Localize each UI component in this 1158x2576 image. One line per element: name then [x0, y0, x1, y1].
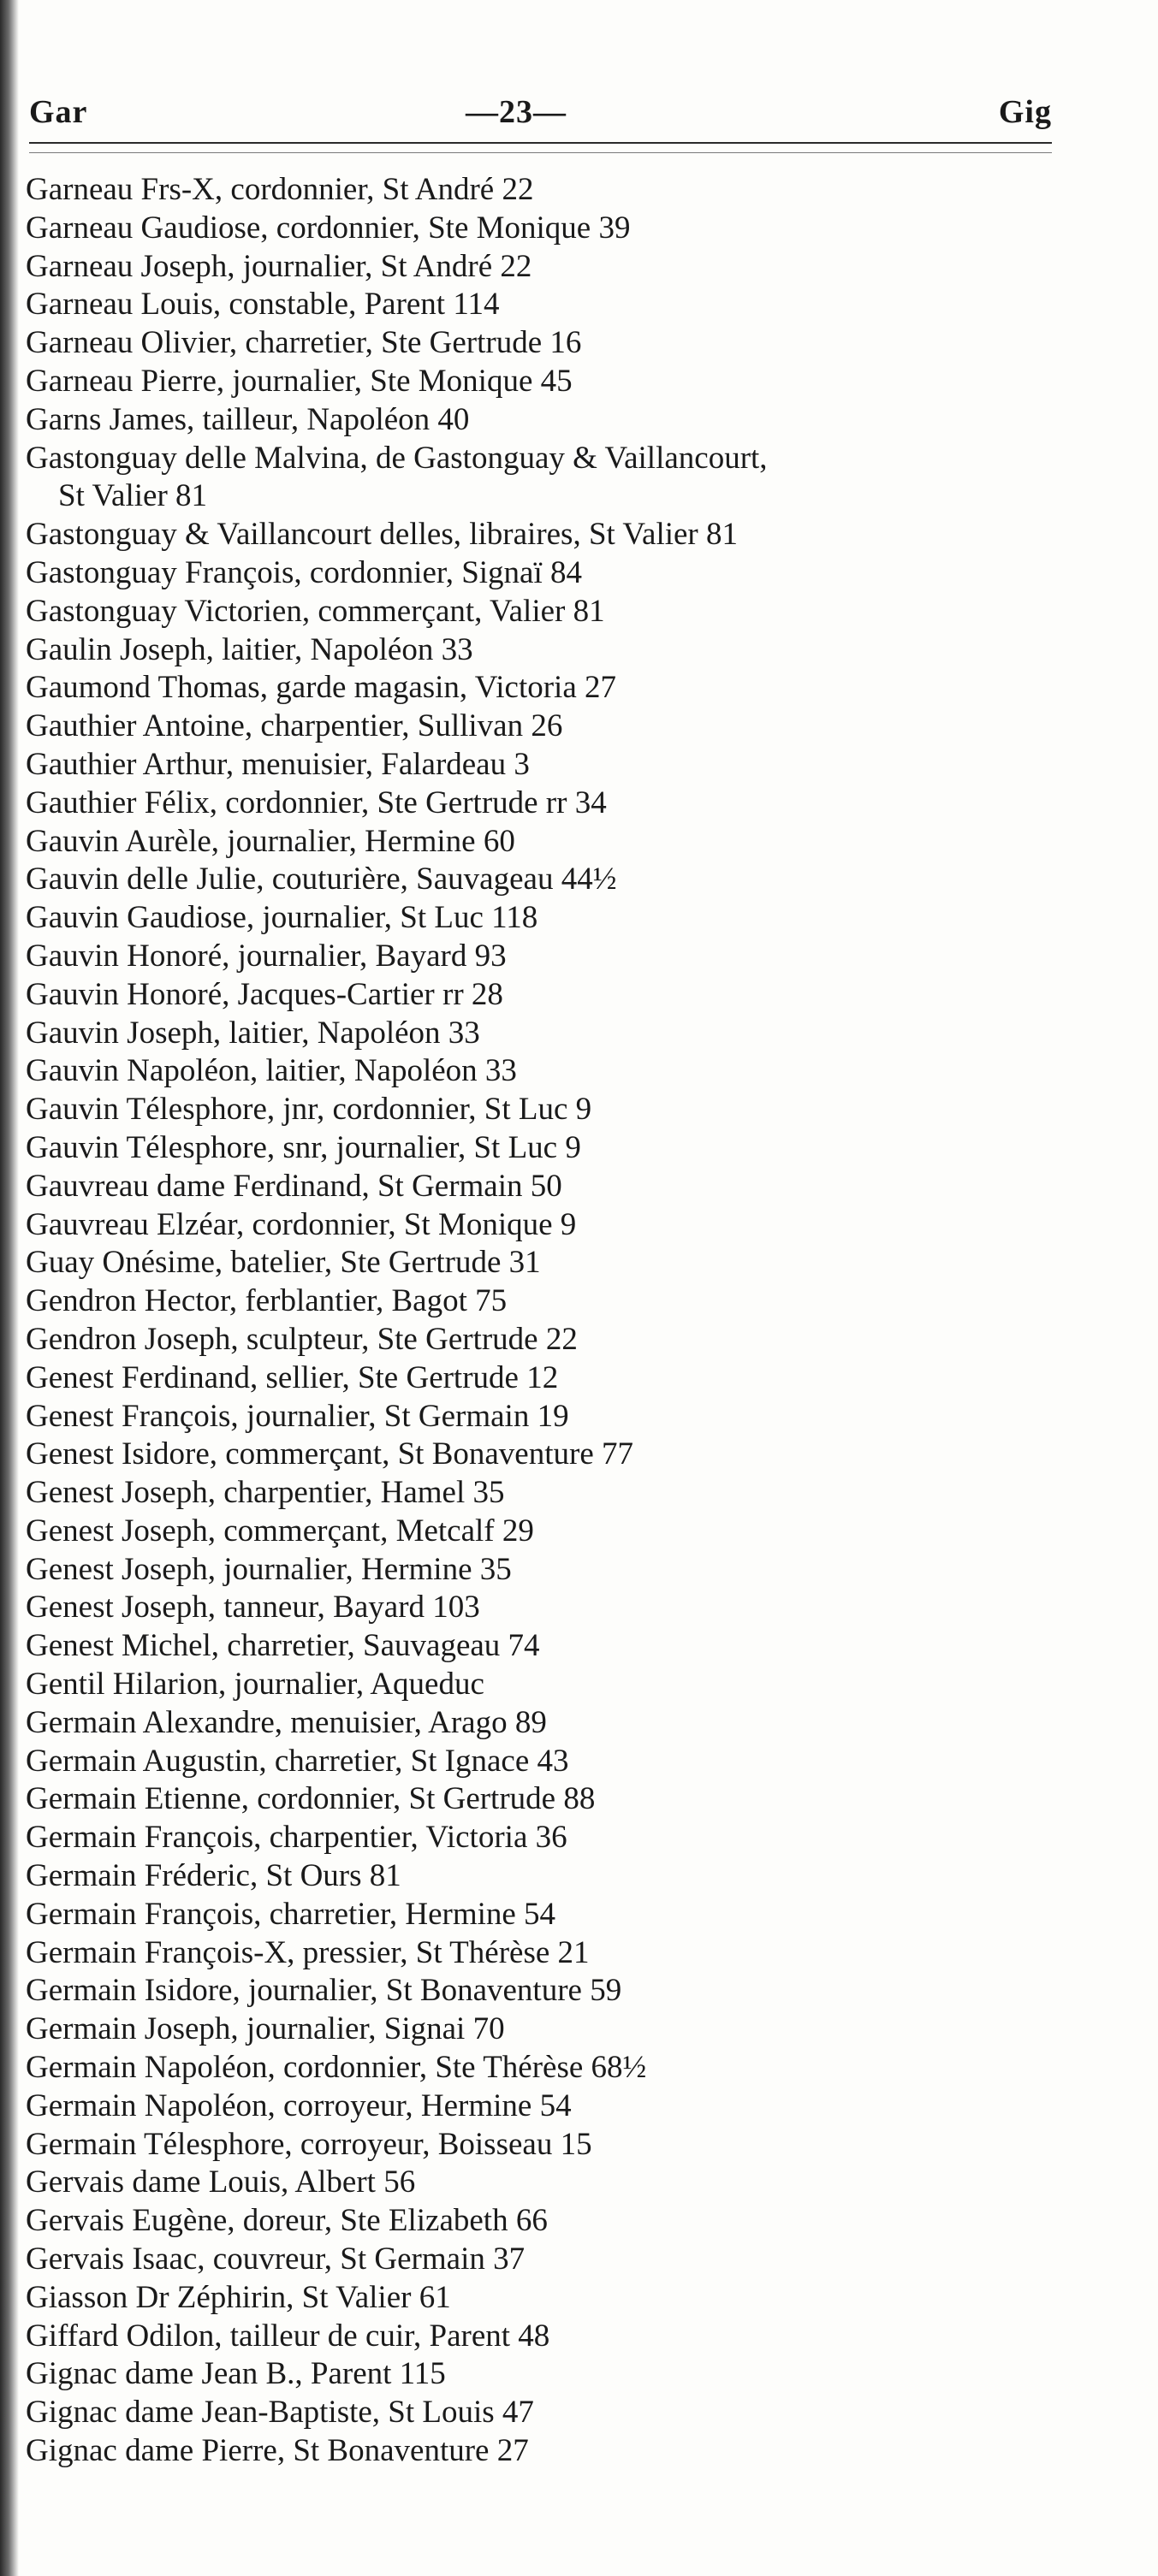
directory-entry: Gastonguay & Vaillancourt delles, libraires, St Valier 81 [26, 517, 738, 553]
directory-entry: Gauvreau Elzéar, cordonnier, St Monique 9 [26, 1206, 577, 1242]
directory-entry: Genest Isidore, commerçant, St Bonaventure 77 [26, 1436, 633, 1472]
directory-entry: Gervais Isaac, couvreur, St Germain 37 [26, 2241, 526, 2277]
directory-entry: Garneau Louis, constable, Parent 114 [26, 287, 500, 323]
directory-entry: Germain François, charpentier, Victoria 36 [26, 1820, 567, 1856]
header-rule [29, 142, 1052, 144]
directory-entry: Germain Isidore, journalier, St Bonaventure 59 [26, 1973, 622, 2009]
directory-entry: Garneau Gaudiose, cordonnier, Ste Monique 39 [26, 210, 631, 246]
directory-entry: Genest Joseph, journalier, Hermine 35 [26, 1551, 512, 1587]
directory-entry: Genest Joseph, tanneur, Bayard 103 [26, 1590, 480, 1626]
directory-entry: Gauvin Honoré, Jacques-Cartier rr 28 [26, 976, 503, 1012]
page-edge-shadow [0, 0, 19, 2576]
directory-entry: Gervais Eugène, doreur, Ste Elizabeth 66 [26, 2203, 548, 2239]
directory-entry: Germain Télesphore, corroyeur, Boisseau 15 [26, 2126, 592, 2162]
directory-entry: Garneau Pierre, journalier, Ste Monique 45 [26, 363, 573, 399]
directory-entry: Garns James, tailleur, Napoléon 40 [26, 401, 470, 437]
directory-entry: Germain Fréderic, St Ours 81 [26, 1858, 401, 1894]
directory-entry: Gendron Joseph, sculpteur, Ste Gertrude 22 [26, 1321, 578, 1357]
directory-entry: Gauvin delle Julie, couturière, Sauvageau 44½ [26, 862, 617, 897]
page-header [29, 81, 1052, 141]
directory-entry: Garneau Frs-X, cordonnier, St André 22 [26, 172, 534, 207]
directory-entry: Gauthier Félix, cordonnier, Ste Gertrude rr 34 [26, 785, 607, 820]
directory-entry: Garneau Joseph, journalier, St André 22 [26, 248, 532, 284]
directory-entry: Genest Joseph, commerçant, Metcalf 29 [26, 1513, 534, 1549]
directory-entry: Gaumond Thomas, garde magasin, Victoria 27 [26, 670, 617, 706]
directory-entry: Genest Michel, charretier, Sauvageau 74 [26, 1628, 540, 1664]
header-range-start: Gar [29, 94, 88, 130]
directory-entry: Guay Onésime, batelier, Ste Gertrude 31 [26, 1245, 541, 1281]
directory-entry: Germain Napoléon, cordonnier, Ste Thérèse 68½ [26, 2050, 647, 2086]
directory-entry: Gervais dame Louis, Albert 56 [26, 2164, 416, 2200]
directory-entry: Giasson Dr Zéphirin, St Valier 61 [26, 2279, 451, 2315]
directory-entry: Gauvin Gaudiose, journalier, St Luc 118 [26, 900, 538, 936]
directory-entry: Gauvin Honoré, journalier, Bayard 93 [26, 938, 507, 974]
directory-entry: Garneau Olivier, charretier, Ste Gertrude 16 [26, 325, 582, 361]
directory-entry: Gaulin Joseph, laitier, Napoléon 33 [26, 631, 473, 667]
directory-entry: Gauvin Aurèle, journalier, Hermine 60 [26, 823, 515, 859]
directory-entry: Gastonguay François, cordonnier, Signaï 84 [26, 554, 583, 590]
directory-entry: Giffard Odilon, tailleur de cuir, Parent 48 [26, 2318, 550, 2354]
directory-entry: Genest Joseph, charpentier, Hamel 35 [26, 1475, 505, 1511]
directory-entry: Gauvin Joseph, laitier, Napoléon 33 [26, 1015, 480, 1051]
directory-entry: Gauthier Arthur, menuisier, Falardeau 3 [26, 746, 530, 782]
directory-entry: Gendron Hector, ferblantier, Bagot 75 [26, 1283, 508, 1319]
directory-entry: Germain Etienne, cordonnier, St Gertrude 88 [26, 1781, 596, 1817]
directory-entry: Germain François, charretier, Hermine 54 [26, 1896, 556, 1932]
directory-entry: Gignac dame Jean B., Parent 115 [26, 2356, 446, 2392]
directory-entry: Gastonguay delle Malvina, de Gastonguay & Vaillancourt, [26, 440, 768, 476]
directory-entry: Genest François, journalier, St Germain 19 [26, 1398, 569, 1434]
directory-entry: Gauthier Antoine, charpentier, Sullivan 26 [26, 708, 563, 744]
header-range-end: Gig [998, 94, 1052, 130]
directory-entry: Germain Augustin, charretier, St Ignace 43 [26, 1743, 569, 1779]
directory-entry: Gentil Hilarion, journalier, Aqueduc [26, 1667, 484, 1703]
page-number: —23— [466, 94, 567, 130]
directory-entry-list [26, 171, 1070, 2471]
directory-entry: Gauvin Napoléon, laitier, Napoléon 33 [26, 1053, 517, 1089]
directory-entry: Germain Joseph, journalier, Signai 70 [26, 2011, 505, 2047]
directory-entry: Germain François-X, pressier, St Thérèse 21 [26, 1934, 590, 1970]
directory-entry: Gastonguay Victorien, commerçant, Valier 81 [26, 593, 605, 629]
directory-entry-continuation: St Valier 81 [58, 478, 208, 514]
directory-entry: Gauvin Télesphore, jnr, cordonnier, St Luc 9 [26, 1092, 592, 1128]
header-rule-secondary [29, 152, 1052, 153]
directory-entry: Germain Napoléon, corroyeur, Hermine 54 [26, 2087, 572, 2123]
directory-entry: Genest Ferdinand, sellier, Ste Gertrude 12 [26, 1359, 559, 1395]
directory-entry: Gignac dame Pierre, St Bonaventure 27 [26, 2433, 529, 2469]
directory-entry: Gauvin Télesphore, snr, journalier, St Luc 9 [26, 1129, 581, 1165]
directory-entry: Germain Alexandre, menuisier, Arago 89 [26, 1704, 547, 1740]
directory-entry: Gauvreau dame Ferdinand, St Germain 50 [26, 1168, 562, 1204]
directory-entry: Gignac dame Jean-Baptiste, St Louis 47 [26, 2395, 534, 2431]
